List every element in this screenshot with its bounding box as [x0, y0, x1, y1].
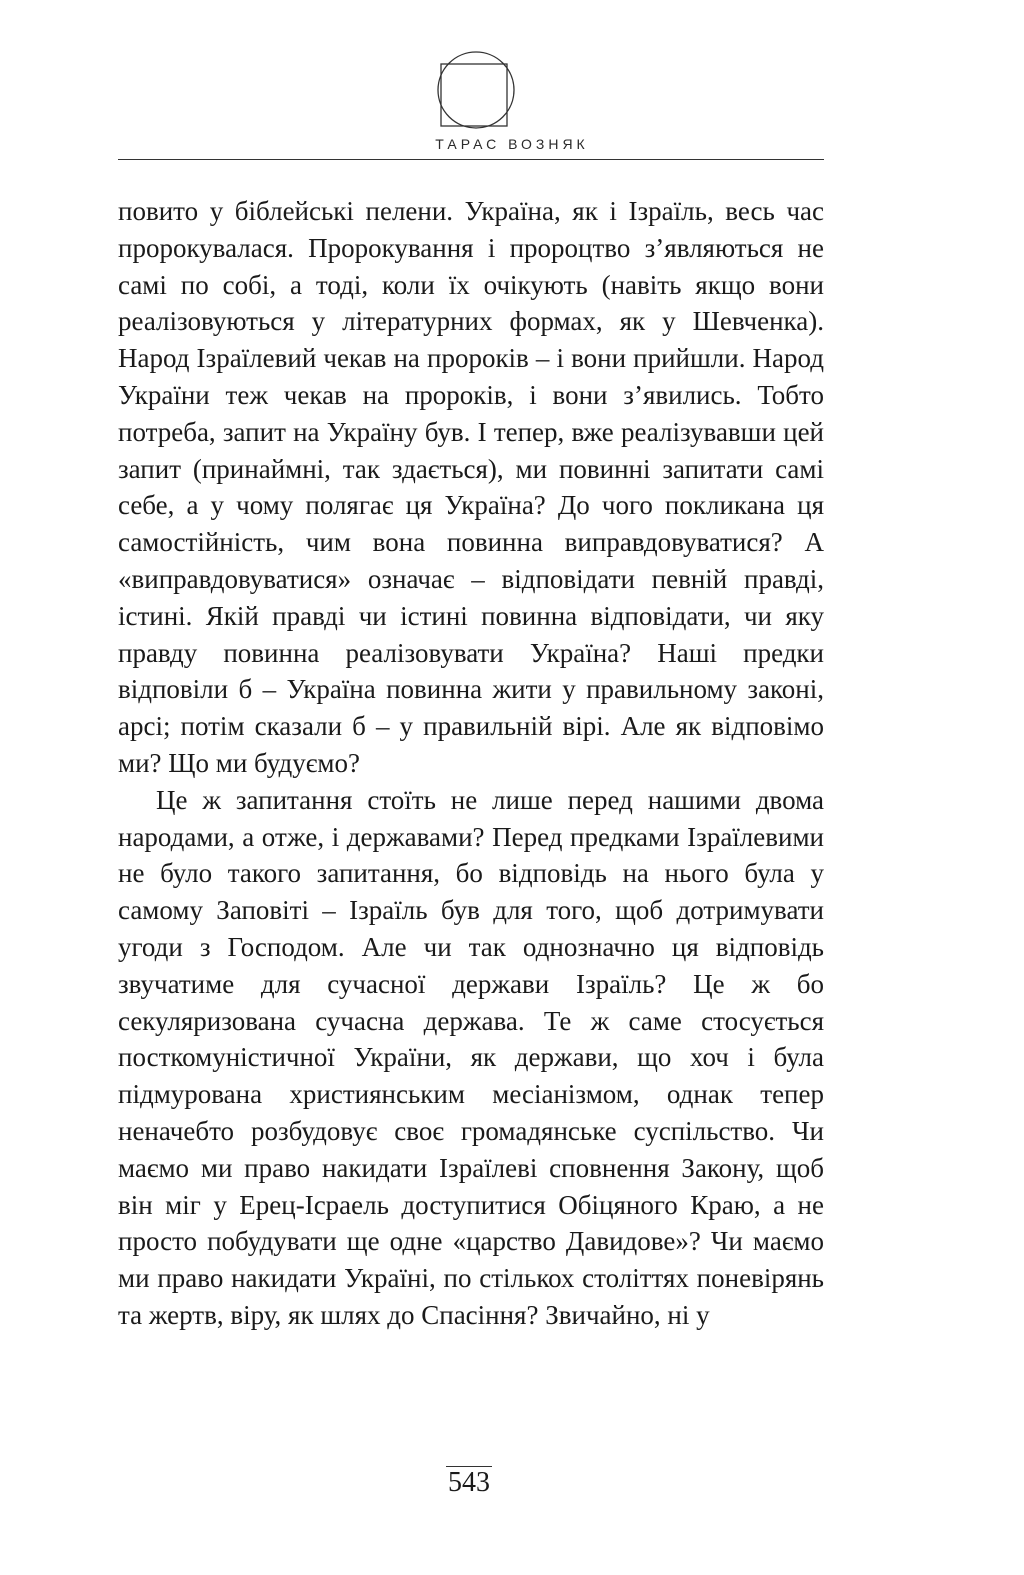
paragraph: Це ж запитання стоїть не лише перед нашими двома народами, а отже, і державами? Перед предками Ізраїлевими не було такого запитання, бо відповідь на нього була у самому Заповіті – Ізраїль був для того, щоб дотримувати угоди з Господом. Але чи так однозначно ця відповідь звучатиме для сучасної держави Ізраїль? Це ж бо секуляризована сучасна держава. Те ж саме стосується посткомуністичної України, як держави, що хоч і була підмурована християнським месіанізмом, однак тепер неначебто розбудовує своє громадянське суспільство. Чи маємо ми право накидати Ізраїлеві сповнення Закону, щоб він міг у Ерец-Ісраель доступитися Обіцяного Краю, а не просто побудувати ще одне «царство Давидове»? Чи маємо ми право накидати Україні, по стількох століттях поневірянь та жертв, віру, як шлях до Спасіння? Звичайно, ні у [118, 784, 824, 1330]
body-text [118, 193, 824, 1334]
header-rule [118, 159, 824, 160]
paragraph: повито у біблейські пелени. Україна, як і Ізраїль, весь час пророкувалася. Пророкування і пророцтво з’являються не самі по собі, а тоді, коли їх очікують (навіть якщо вони реалізовуються у літературних формах, як у Шевченка). Народ Ізраїлевий чекав на пророків – і вони прийшли. Народ України теж чекав на пророків, і вони з’явились. Тобто потреба, запит на Україну був. І тепер, вже реалізувавши цей запит (принаймні, так здається), ми повинні запитати самі себе, а у чому полягає ця Україна? До чого покликана ця самостійність, чим вона повинна виправдовуватися? А «виправдовуватися» означає – відповідати певній правді, істині. Якій правді чи істині повинна відповідати, чи яку правду повинна реалізовувати Україна? Наші предки відповіли б – Україна повинна жити у правильному законі, арсі; потім сказали б – у правильній вірі. Але як відповімо ми? Що ми будуємо? [118, 196, 824, 778]
circle-square-emblem-icon [436, 50, 516, 130]
page-number: 543 [448, 1467, 490, 1498]
running-head: ТАРАС ВОЗНЯК [435, 136, 589, 152]
